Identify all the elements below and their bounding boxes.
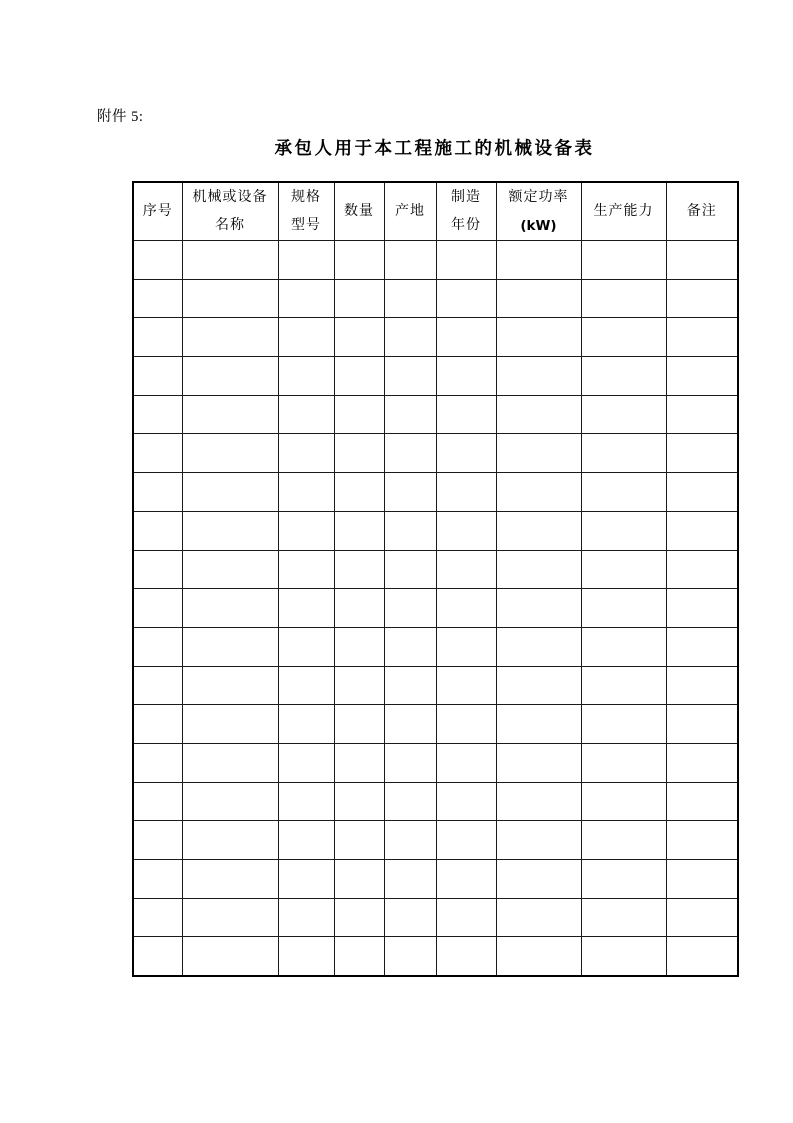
table-cell-serial-number — [133, 241, 182, 280]
table-cell-remarks — [666, 666, 738, 705]
column-header-rated-power — [496, 182, 581, 241]
table-row — [133, 898, 738, 937]
table-cell-rated-power — [496, 937, 581, 976]
table-cell-quantity — [334, 434, 384, 473]
column-header-label: 额定功率 — [508, 189, 569, 205]
table-cell-spec-model — [278, 395, 334, 434]
table-cell-manufacture-year — [436, 473, 496, 512]
table-cell-serial-number — [133, 318, 182, 357]
table-cell-origin — [384, 589, 436, 628]
table-cell-manufacture-year — [436, 241, 496, 280]
table-cell-origin — [384, 550, 436, 589]
attachment-label: 附件 5: — [97, 109, 144, 125]
table-cell-rated-power — [496, 279, 581, 318]
table-cell-origin — [384, 434, 436, 473]
table-cell-quantity — [334, 821, 384, 860]
table-header-row — [133, 182, 738, 241]
table-cell-spec-model — [278, 318, 334, 357]
table-row — [133, 782, 738, 821]
table-cell-remarks — [666, 860, 738, 899]
table-cell-quantity — [334, 473, 384, 512]
table-row — [133, 627, 738, 666]
table-cell-serial-number — [133, 589, 182, 628]
table-cell-manufacture-year — [436, 898, 496, 937]
table-cell-origin — [384, 782, 436, 821]
column-header-quantity — [334, 182, 384, 241]
table-cell-quantity — [334, 550, 384, 589]
table-cell-spec-model — [278, 937, 334, 976]
table-cell-serial-number — [133, 357, 182, 396]
table-cell-remarks — [666, 743, 738, 782]
column-header-production-capacity — [581, 182, 666, 241]
column-header-label: 备注 — [686, 203, 717, 219]
table-cell-production-capacity — [581, 357, 666, 396]
column-header-unit-label: (kW) — [520, 217, 557, 234]
table-cell-origin — [384, 666, 436, 705]
table-cell-spec-model — [278, 627, 334, 666]
table-cell-rated-power — [496, 357, 581, 396]
table-cell-quantity — [334, 782, 384, 821]
table-cell-remarks — [666, 241, 738, 280]
table-cell-quantity — [334, 627, 384, 666]
table-cell-spec-model — [278, 550, 334, 589]
table-row — [133, 705, 738, 744]
equipment-table — [132, 181, 739, 977]
table-cell-production-capacity — [581, 434, 666, 473]
table-cell-rated-power — [496, 743, 581, 782]
table-cell-remarks — [666, 782, 738, 821]
table-cell-quantity — [334, 860, 384, 899]
table-cell-spec-model — [278, 279, 334, 318]
table-cell-serial-number — [133, 666, 182, 705]
column-header-label: 规格 — [291, 189, 321, 205]
table-cell-equipment-name — [182, 937, 278, 976]
table-cell-rated-power — [496, 511, 581, 550]
table-cell-quantity — [334, 705, 384, 744]
table-cell-manufacture-year — [436, 743, 496, 782]
table-cell-serial-number — [133, 395, 182, 434]
table-cell-production-capacity — [581, 937, 666, 976]
column-header-label: 机械或设备 — [192, 189, 268, 205]
table-cell-production-capacity — [581, 898, 666, 937]
table-cell-manufacture-year — [436, 705, 496, 744]
table-cell-equipment-name — [182, 434, 278, 473]
table-cell-quantity — [334, 666, 384, 705]
table-cell-origin — [384, 357, 436, 396]
table-cell-manufacture-year — [436, 550, 496, 589]
table-cell-manufacture-year — [436, 821, 496, 860]
table-cell-manufacture-year — [436, 279, 496, 318]
table-cell-remarks — [666, 937, 738, 976]
table-cell-equipment-name — [182, 279, 278, 318]
table-cell-remarks — [666, 511, 738, 550]
table-row — [133, 357, 738, 396]
table-cell-serial-number — [133, 743, 182, 782]
table-cell-remarks — [666, 821, 738, 860]
table-cell-remarks — [666, 318, 738, 357]
table-cell-production-capacity — [581, 589, 666, 628]
table-cell-serial-number — [133, 937, 182, 976]
table-row — [133, 550, 738, 589]
table-cell-remarks — [666, 898, 738, 937]
table-cell-production-capacity — [581, 782, 666, 821]
table-cell-equipment-name — [182, 666, 278, 705]
table-cell-production-capacity — [581, 318, 666, 357]
table-row — [133, 434, 738, 473]
table-cell-manufacture-year — [436, 937, 496, 976]
table-cell-origin — [384, 937, 436, 976]
table-cell-spec-model — [278, 473, 334, 512]
table-cell-serial-number — [133, 705, 182, 744]
table-cell-origin — [384, 473, 436, 512]
table-cell-spec-model — [278, 898, 334, 937]
table-cell-rated-power — [496, 241, 581, 280]
table-cell-rated-power — [496, 627, 581, 666]
table-cell-equipment-name — [182, 241, 278, 280]
table-cell-production-capacity — [581, 473, 666, 512]
table-cell-quantity — [334, 318, 384, 357]
table-cell-manufacture-year — [436, 860, 496, 899]
table-cell-equipment-name — [182, 589, 278, 628]
table-row — [133, 743, 738, 782]
table-cell-production-capacity — [581, 550, 666, 589]
table-cell-serial-number — [133, 782, 182, 821]
table-cell-serial-number — [133, 550, 182, 589]
table-cell-production-capacity — [581, 395, 666, 434]
table-row — [133, 589, 738, 628]
table-cell-origin — [384, 511, 436, 550]
table-cell-origin — [384, 279, 436, 318]
table-cell-remarks — [666, 434, 738, 473]
table-cell-equipment-name — [182, 705, 278, 744]
table-cell-equipment-name — [182, 550, 278, 589]
table-cell-serial-number — [133, 898, 182, 937]
table-cell-spec-model — [278, 860, 334, 899]
table-cell-remarks — [666, 279, 738, 318]
table-body — [133, 241, 738, 976]
table-cell-origin — [384, 860, 436, 899]
table-cell-rated-power — [496, 395, 581, 434]
table-cell-serial-number — [133, 860, 182, 899]
table-cell-rated-power — [496, 473, 581, 512]
table-row — [133, 937, 738, 976]
table-row — [133, 666, 738, 705]
column-header-label: 制造 — [451, 189, 481, 205]
table-cell-origin — [384, 705, 436, 744]
table-row — [133, 511, 738, 550]
table-cell-manufacture-year — [436, 318, 496, 357]
table-cell-equipment-name — [182, 511, 278, 550]
table-cell-origin — [384, 821, 436, 860]
table-cell-manufacture-year — [436, 782, 496, 821]
column-header-equipment-name — [182, 182, 278, 241]
table-cell-remarks — [666, 589, 738, 628]
table-cell-manufacture-year — [436, 434, 496, 473]
column-header-origin — [384, 182, 436, 241]
table-row — [133, 473, 738, 512]
table-cell-origin — [384, 318, 436, 357]
table-cell-serial-number — [133, 473, 182, 512]
column-header-label: 数量 — [344, 203, 374, 219]
table-cell-spec-model — [278, 782, 334, 821]
table-cell-spec-model — [278, 241, 334, 280]
table-cell-production-capacity — [581, 743, 666, 782]
table-cell-serial-number — [133, 821, 182, 860]
table-cell-quantity — [334, 898, 384, 937]
table-cell-production-capacity — [581, 241, 666, 280]
table-cell-manufacture-year — [436, 589, 496, 628]
table-cell-spec-model — [278, 705, 334, 744]
table-cell-quantity — [334, 589, 384, 628]
table-row — [133, 821, 738, 860]
table-cell-remarks — [666, 357, 738, 396]
column-header-remarks — [666, 182, 738, 241]
table-cell-rated-power — [496, 898, 581, 937]
table-cell-serial-number — [133, 511, 182, 550]
table-cell-origin — [384, 743, 436, 782]
table-cell-rated-power — [496, 860, 581, 899]
table-cell-equipment-name — [182, 860, 278, 899]
table-cell-rated-power — [496, 550, 581, 589]
table-cell-rated-power — [496, 705, 581, 744]
column-header-label: 产地 — [395, 203, 425, 219]
table-cell-rated-power — [496, 434, 581, 473]
table-cell-quantity — [334, 395, 384, 434]
table-cell-spec-model — [278, 666, 334, 705]
table-cell-production-capacity — [581, 627, 666, 666]
table-row — [133, 860, 738, 899]
table-cell-remarks — [666, 395, 738, 434]
table-cell-manufacture-year — [436, 666, 496, 705]
table-cell-manufacture-year — [436, 395, 496, 434]
column-header-serial-number — [133, 182, 182, 241]
table-cell-equipment-name — [182, 627, 278, 666]
table-cell-equipment-name — [182, 473, 278, 512]
table-cell-manufacture-year — [436, 511, 496, 550]
table-cell-quantity — [334, 511, 384, 550]
table-cell-equipment-name — [182, 743, 278, 782]
table-cell-production-capacity — [581, 666, 666, 705]
table-cell-rated-power — [496, 589, 581, 628]
table-cell-manufacture-year — [436, 357, 496, 396]
table-cell-production-capacity — [581, 705, 666, 744]
table-row — [133, 241, 738, 280]
table-cell-spec-model — [278, 511, 334, 550]
table-cell-origin — [384, 241, 436, 280]
table-cell-quantity — [334, 937, 384, 976]
table-cell-equipment-name — [182, 782, 278, 821]
table-cell-equipment-name — [182, 357, 278, 396]
table-cell-production-capacity — [581, 279, 666, 318]
table-cell-spec-model — [278, 589, 334, 628]
column-header-spec-model — [278, 182, 334, 241]
table-cell-manufacture-year — [436, 627, 496, 666]
table-cell-spec-model — [278, 743, 334, 782]
table-cell-production-capacity — [581, 860, 666, 899]
table-cell-origin — [384, 395, 436, 434]
table-cell-rated-power — [496, 782, 581, 821]
table-cell-remarks — [666, 550, 738, 589]
table-row — [133, 279, 738, 318]
table-cell-quantity — [334, 241, 384, 280]
column-header-manufacture-year — [436, 182, 496, 241]
table-row — [133, 395, 738, 434]
column-header-label: 名称 — [215, 217, 245, 233]
table-cell-remarks — [666, 473, 738, 512]
column-header-label: 型号 — [291, 217, 321, 233]
table-cell-production-capacity — [581, 511, 666, 550]
table-cell-rated-power — [496, 666, 581, 705]
table-cell-quantity — [334, 357, 384, 396]
table-cell-equipment-name — [182, 395, 278, 434]
table-cell-equipment-name — [182, 821, 278, 860]
table-row — [133, 318, 738, 357]
table-cell-rated-power — [496, 821, 581, 860]
table-cell-remarks — [666, 705, 738, 744]
table-cell-origin — [384, 898, 436, 937]
column-header-label: 年份 — [451, 217, 481, 233]
column-header-label: 序号 — [142, 203, 173, 219]
table-cell-serial-number — [133, 279, 182, 318]
table-cell-quantity — [334, 279, 384, 318]
table-cell-spec-model — [278, 434, 334, 473]
table-cell-spec-model — [278, 821, 334, 860]
table-cell-production-capacity — [581, 821, 666, 860]
table-cell-origin — [384, 627, 436, 666]
table-cell-quantity — [334, 743, 384, 782]
table-cell-equipment-name — [182, 898, 278, 937]
table-cell-serial-number — [133, 434, 182, 473]
page-title: 承包人用于本工程施工的机械设备表 — [274, 138, 595, 158]
table-cell-rated-power — [496, 318, 581, 357]
table-cell-serial-number — [133, 627, 182, 666]
table-cell-remarks — [666, 627, 738, 666]
column-header-label: 生产能力 — [593, 203, 654, 219]
table-cell-spec-model — [278, 357, 334, 396]
table-cell-equipment-name — [182, 318, 278, 357]
